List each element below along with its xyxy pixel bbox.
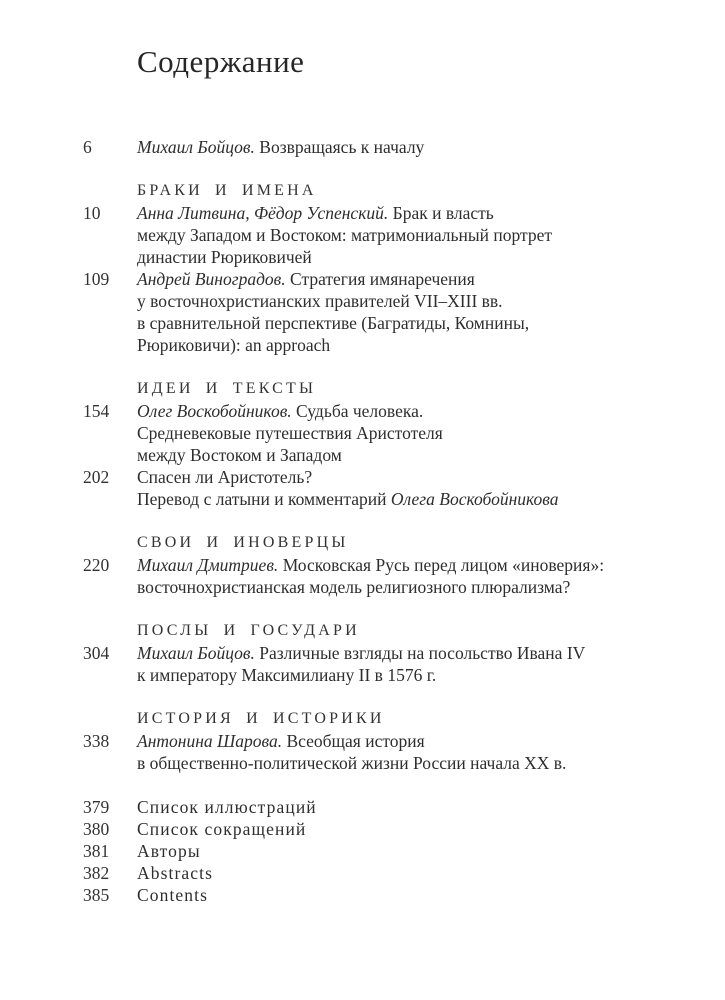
page-number: 381 xyxy=(83,841,110,861)
page-number: 202 xyxy=(83,467,110,487)
entry-text xyxy=(137,840,201,862)
text-run: к императору Максимилиану II в 1576 г. xyxy=(137,665,437,685)
text-run: в сравнительной перспективе (Багратиды, Комнины, xyxy=(137,313,530,333)
toc-entry xyxy=(83,642,709,686)
entry-line xyxy=(137,334,529,356)
entry-line xyxy=(137,862,213,884)
page-title: Содержание xyxy=(137,44,305,79)
text-run: Список сокращений xyxy=(137,819,307,839)
entry-line xyxy=(137,136,424,158)
text-run: Судьба человека. xyxy=(291,401,424,421)
text-run: Брак и власть xyxy=(388,203,494,223)
entry-line xyxy=(137,400,443,422)
text-run: династии Рюриковичей xyxy=(137,247,312,267)
text-run: Андрей Виноградов. xyxy=(137,269,286,289)
entry-text xyxy=(137,818,306,840)
page-number: 338 xyxy=(83,731,110,751)
entry-text xyxy=(137,268,529,356)
text-run: Contents xyxy=(137,885,209,905)
entry-line xyxy=(137,422,443,444)
text-run: Стратегия имянаречения xyxy=(285,269,475,289)
entry-line xyxy=(137,312,529,334)
entry-text xyxy=(137,554,604,598)
toc-section-2 xyxy=(83,378,709,510)
text-run: Олега Воскобойникова xyxy=(390,489,559,509)
entry-line xyxy=(137,268,529,290)
toc-entry xyxy=(83,466,709,510)
text-run: Рюриковичи): an approach xyxy=(137,335,331,355)
text-run: Спасен ли Аристотель? xyxy=(137,467,313,487)
entry-line xyxy=(137,752,566,774)
toc-entry xyxy=(83,202,709,268)
entry-text xyxy=(137,884,208,906)
entry-line xyxy=(137,840,201,862)
page-number: 379 xyxy=(83,797,110,817)
entry-line xyxy=(137,466,559,488)
toc-entry xyxy=(83,862,709,884)
text-run: Перевод с латыни и комментарий xyxy=(137,489,391,509)
page-number: 154 xyxy=(83,401,110,421)
entry-line xyxy=(137,796,317,818)
entry-line xyxy=(137,290,529,312)
text-run: восточнохристианская модель религиозного плюрализма? xyxy=(137,577,571,597)
page-number: 10 xyxy=(83,203,101,223)
text-run: Всеобщая история xyxy=(282,731,425,751)
text-run: Московская Русь перед лицом «иноверия»: xyxy=(278,555,605,575)
page-number: 304 xyxy=(83,643,110,663)
entry-line xyxy=(137,730,566,752)
text-run: Различные взгляды на посольство Ивана IV xyxy=(254,643,586,663)
page-number: 382 xyxy=(83,863,110,883)
entry-line xyxy=(137,664,585,686)
page-number: 385 xyxy=(83,885,110,905)
page-number: 380 xyxy=(83,819,110,839)
text-run: Средневековые путешествия Аристотеля xyxy=(137,423,443,443)
text-run: Михаил Бойцов. xyxy=(137,643,255,663)
text-run: Михаил Дмитриев. xyxy=(137,555,279,575)
entry-line xyxy=(137,818,306,840)
text-run: Михаил Бойцов. xyxy=(137,137,255,157)
toc-section-0 xyxy=(83,136,709,158)
text-run: Анна Литвина, Фёдор Успенский. xyxy=(137,203,389,223)
entry-text xyxy=(137,136,424,158)
entry-line xyxy=(137,246,552,268)
entry-line xyxy=(137,488,559,510)
text-run: у восточнохристианских правителей VII–XIII вв. xyxy=(137,291,503,311)
section-header: СВОИ И ИНОВЕРЦЫ xyxy=(137,534,349,551)
entry-text xyxy=(137,466,559,510)
toc-entry xyxy=(83,730,709,774)
entry-text xyxy=(137,202,552,268)
entry-line xyxy=(137,202,552,224)
text-run: Авторы xyxy=(137,841,201,861)
text-run: Олег Воскобойников. xyxy=(137,401,292,421)
entry-text xyxy=(137,730,566,774)
toc-entry xyxy=(83,840,709,862)
toc-entry xyxy=(83,554,709,598)
toc-entry xyxy=(83,136,709,158)
toc-section-3 xyxy=(83,532,709,598)
text-run: Список иллюстраций xyxy=(137,797,317,817)
text-run: Возвращаясь к началу xyxy=(254,137,425,157)
entry-line xyxy=(137,554,604,576)
section-header: ПОСЛЫ И ГОСУДАРИ xyxy=(137,622,360,639)
entry-line xyxy=(137,224,552,246)
entry-line xyxy=(137,884,208,906)
toc-section-6 xyxy=(83,796,709,906)
toc-entry xyxy=(83,400,709,466)
entry-line xyxy=(137,444,443,466)
toc-entry xyxy=(83,796,709,818)
toc-section-1 xyxy=(83,180,709,356)
text-run: между Западом и Востоком: матримониальный портрет xyxy=(137,225,553,245)
page-number: 6 xyxy=(83,137,92,157)
entry-text xyxy=(137,642,585,686)
section-header: ИСТОРИЯ И ИСТОРИКИ xyxy=(137,710,385,727)
page-number: 220 xyxy=(83,555,110,575)
toc-entry xyxy=(83,884,709,906)
entry-text xyxy=(137,796,317,818)
toc-entry xyxy=(83,818,709,840)
page-number: 109 xyxy=(83,269,110,289)
toc-section-5 xyxy=(83,708,709,774)
toc-section-4 xyxy=(83,620,709,686)
entry-text xyxy=(137,400,443,466)
toc-entry xyxy=(83,268,709,356)
toc xyxy=(83,136,709,906)
section-header: ИДЕИ И ТЕКСТЫ xyxy=(137,380,317,397)
entry-text xyxy=(137,862,213,884)
section-header: БРАКИ И ИМЕНА xyxy=(137,182,317,199)
text-run: Антонина Шарова. xyxy=(137,731,283,751)
text-run: в общественно-политической жизни России начала XX в. xyxy=(137,753,567,773)
entry-line xyxy=(137,642,585,664)
text-run: между Востоком и Западом xyxy=(137,445,342,465)
entry-line xyxy=(137,576,604,598)
text-run: Abstracts xyxy=(137,863,213,883)
